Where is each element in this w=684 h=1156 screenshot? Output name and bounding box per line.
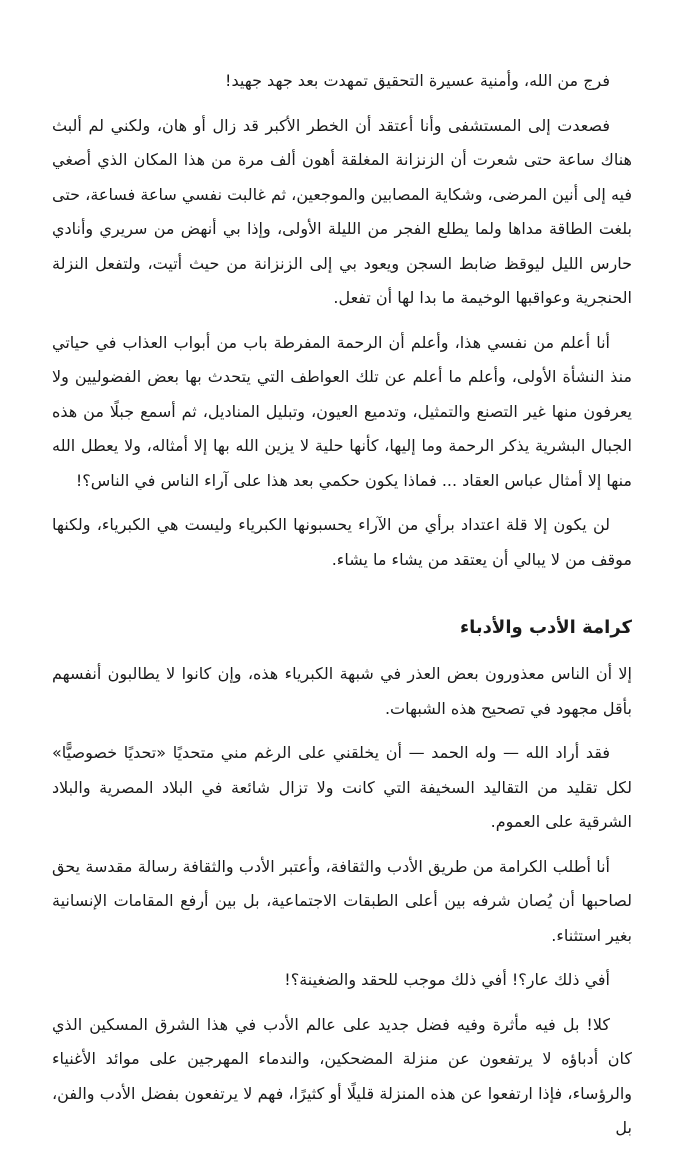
paragraph-7: أنا أطلب الكرامة من طريق الأدب والثقافة، وأعتبر الأدب والثقافة رسالة مقدسة يحق لصاحبها أن يُصان شرفه بين أعلى الطبقات الاجتماعية، بل بين أرفع المقامات الإنسانية بغير استثناء.	[52, 856, 632, 945]
paragraph-5: إلا أن الناس معذورون بعض العذر في شبهة الكبرياء هذه، وإن كانوا لا يطالبون أنفسهم بأقل مجهود في تصحيح هذه الشبهات.	[52, 664, 632, 718]
paragraph-4: لن يكون إلا قلة اعتداد برأي من الآراء يحسبونها الكبرياء وليست هي الكبرياء، ولكنها موقف من لا يبالي أن يعتقد من يشاء ما يشاء.	[52, 515, 632, 569]
paragraph-6: فقد أراد الله — وله الحمد — أن يخلقني على الرغم مني متحديًا «تحديًا خصوصيًّا» لكل تقليد من التقاليد السخيفة التي كانت ولا تزال شائعة في البلاد المصرية والبلاد الشرقية على العموم.	[52, 743, 632, 831]
paragraph-2: فصعدت إلى المستشفى وأنا أعتقد أن الخطر الأكبر قد زال أو هان، ولكني لم ألبث هناك ساعة حتى شعرت أن الزنزانة المغلقة أهون ألف مرة من هذا المكان الذي أصغي فيه إلى أنين المرضى، وشكاية المصابين والموجعين، ثم غالبت نفسي ساعة فساعة، حتى بلغت الطاقة مداها ولما يطلع الفجر من الليلة الأولى، وإذا بي أنهض من سريري وأنادي حارس الليل ليوقظ ضابط السجن ويعود بي إلى الزنزانة من حيث أتيت، ولتفعل النزلة الحنجرية وعواقبها الوخيمة ما بدا لها أن تفعل.	[52, 115, 632, 307]
paragraph-8: أفي ذلك عار؟! أفي ذلك موجب للحقد والضغينة؟!	[284, 970, 610, 989]
paragraph-9: كلا! بل فيه مأثرة وفيه فضل جديد على عالم الأدب في هذا الشرق المسكين الذي كان أدباؤه لا يرتفعون عن منزلة المضحكين، والندماء المهرجين على موائد الأغنياء والرؤساء، فإذا ارتفعوا عن هذه المنزلة قليلًا أو كثيرًا، فهم لا يرتفعون بفضل الأدب والفن، بل	[52, 1014, 632, 1137]
section-heading: كرامة الأدب والأدباء	[459, 617, 632, 638]
paragraph-1: فرج من الله، وأمنية عسيرة التحقيق تمهدت بعد جهد جهيد!	[225, 71, 610, 90]
paragraph-3: أنا أعلم من نفسي هذا، وأعلم أن الرحمة المفرطة باب من أبواب العذاب في حياتي منذ النشأة الأولى، وأعلم ما أعلم عن تلك العواطف التي يتحدث بها بعض الفضوليين ولا يعرفون منها غير التصنع والتمثيل، وتدميع العيون، وتبليل المناديل، ثم أسمع جبلًا من هذه الجبال البشرية يذكر الرحمة وما إليها، كأنها حلية لا يزين الله بها إلا أمثاله، ولا يعطل الله منها إلا أمثال عباس العقاد ... فماذا يكون حكمي بعد هذا على آراء الناس في الناس؟!	[52, 332, 632, 490]
document-page	[52, 64, 632, 1156]
